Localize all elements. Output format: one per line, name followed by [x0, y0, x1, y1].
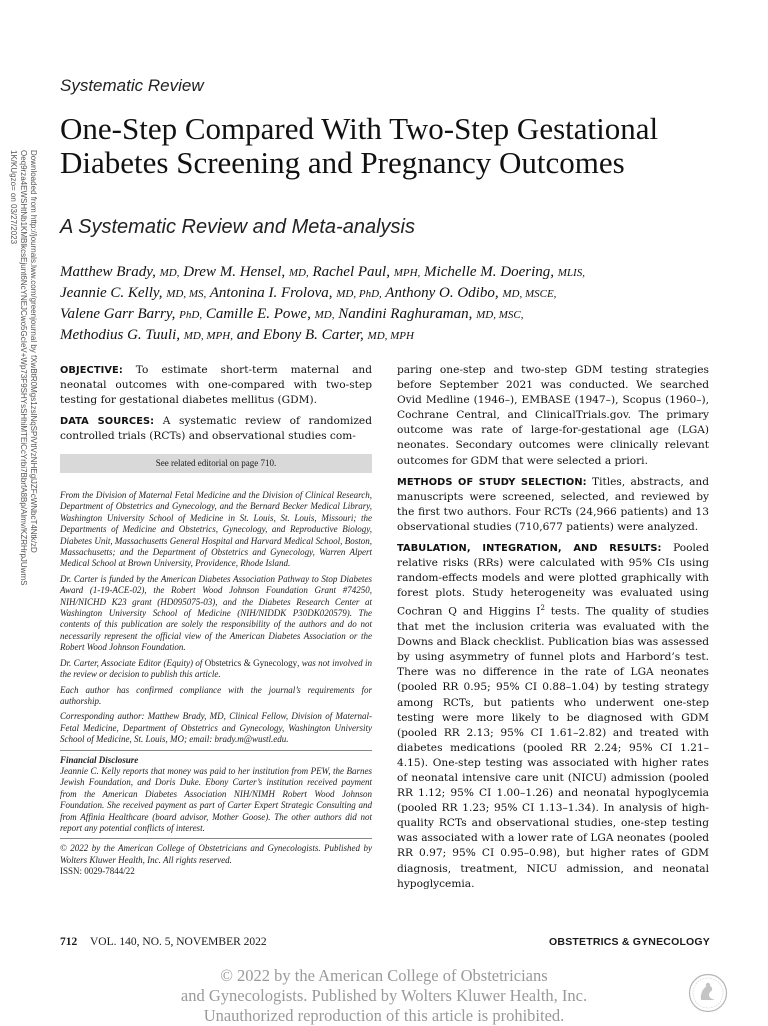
download-notice-line: Oeq9rza4EWSHtNb1KMBlkcsEjunt6NcYNEJCwo5GcIeV+Wp73F9SHYsSHhiMTEiCcYrbi7BbrfA8Bp/Almv/KZRHrpJUwmS	[19, 150, 28, 586]
download-notice-line: Downloaded from http://journals.lww.com/greenjournal by fXwBtR0Mgs1zslNqSPiVtlVzNHEglJZFcWNbcT4Ntk/zD	[29, 150, 38, 553]
abstract-objective: OBJECTIVE: To estimate short-term maternal and neonatal outcomes with one-compared with two-step testing for gestational diabetes mellitus (GDM).	[60, 364, 372, 407]
copyright-note: © 2022 by the American College of Obstetricians and Gynecologists. Published by Wolters Kluwer Health, Inc. All rights reserved.	[60, 843, 372, 865]
editor-note: Dr. Carter, Associate Editor (Equity) of Obstetrics & Gynecology, was not involved in the review or decision to publish this article.	[60, 657, 372, 680]
funding-note: Dr. Carter is funded by the American Diabetes Association Pathway to Stop Diabetes Award (1-19-ACE-02), the Robert Wood Johnson Foundation Grant #74250, NIH/NICHD K23 grant (HD095075-03), and the Diabetes Research Center at Washington University School of Medicine (NIH/NIDDK P30DK020579). The contents of this publication are solely the responsibility of the authors and do not necessarily represent the official view of the American Diabetes Association or the Robert Wood Johnson Foundation.	[60, 573, 372, 653]
author: Nandini Raghuraman, MD, MSC,	[338, 306, 524, 322]
issn: ISSN: 0029-7844/22	[60, 866, 135, 877]
copyright-watermark: © 2022 by the American College of Obstetricians and Gynecologists. Published by Wolters Kluwer Health, Inc. Unauthorized reproduction of this article is prohibited.	[180, 966, 588, 1025]
disclosure-heading: Financial Disclosure	[60, 754, 139, 765]
corresponding-author-note: Corresponding author: Matthew Brady, MD, Clinical Fellow, Division of Maternal-Fetal Medicine, Department of Obstetrics and Gynecology, Washington University School of Medicine, St. Louis, MO; email: brady.m@wustl.edu.	[60, 711, 372, 745]
download-notice-line: 1K/KUgzo= on 03/27/2023	[9, 150, 18, 245]
author: and Ebony B. Carter, MD, MPH	[236, 327, 414, 343]
author: Valene Garr Barry, PhD,	[60, 306, 203, 322]
author: Antonina I. Frolova, MD, PhD,	[209, 285, 382, 301]
article-title: One-Step Compared With Two-Step Gestational Diabetes Screening and Pregnancy Outcomes	[60, 111, 659, 180]
divider	[60, 750, 372, 751]
college-seal-icon	[688, 973, 728, 1013]
author: Anthony O. Odibo, MD, MSCE,	[385, 285, 557, 301]
abstract-right-column	[397, 363, 709, 898]
section-label: Systematic Review	[60, 76, 204, 95]
disclosure-text: Jeannie C. Kelly reports that money was paid to her institution from PEW, the Barnes Jewish Foundation, and Doris Duke. Ebony Carter’s institution received payment from the American Diabetes Association NIH/NIMH Robert Wood Johnson Foundation. She received payment as part of Carter Expert Strategic Consulting and from Affinia Healthcare (board advisor, Mother Goose). The other authors did not report any potential conflicts of interest.	[60, 765, 372, 833]
journal-name: OBSTETRICS & GYNECOLOGY	[549, 936, 710, 948]
abstract-left-column	[60, 363, 372, 450]
author: Methodius G. Tuuli, MD, MPH,	[60, 327, 233, 343]
abstract-methods: METHODS OF STUDY SELECTION: Titles, abstracts, and manuscripts were screened, selected, and reviewed by the first two authors. Four RCTs (24,966 patients) and 13 observational studies (710,677 patients) were analyzed.	[397, 475, 709, 533]
author: Drew M. Hensel, MD,	[183, 264, 309, 280]
author: Camille E. Powe, MD,	[205, 306, 335, 322]
abstract-data-sources-continued: paring one-step and two-step GDM testing strategies before September 2021 was conducted. We searched Ovid Medline (1946–), EMBASE (1947–), Scopus (1960–), Cochrane Central, and ClinicalTrials.gov. The primary outcome was rate of large-for-gestational age (LGA) neonates. Secondary outcomes were clinically relevant outcomes for GDM that were selected a priori.	[397, 364, 709, 467]
related-editorial-note: See related editorial on page 710.	[60, 454, 372, 473]
article-subtitle: A Systematic Review and Meta-analysis	[60, 216, 415, 238]
author: Jeannie C. Kelly, MD, MS,	[60, 285, 207, 301]
affiliation-note: From the Division of Maternal Fetal Medicine and the Division of Clinical Research, Department of Obstetrics and Gynecology, and the Bernard Becker Medical Library, Washington University School of Medicine in St. Louis, St. Louis, Missouri; the Departments of Medicine and Obstetrics, Gynecology, and Reproductive Biology, Diabetes Unit, Massachusetts General Hospital and Harvard Medical School, Boston, Massachusetts; and the Department of Obstetrics and Gynecology, Warren Alpert Medical School at Brown University, Providence, Rhode Island.	[60, 490, 372, 569]
author: Michelle M. Doering, MLIS,	[424, 264, 585, 280]
abstract-data-sources: DATA SOURCES: A systematic review of randomized controlled trials (RCTs) and observational studies com-	[60, 415, 372, 443]
author: Rachel Paul, MPH,	[312, 264, 421, 280]
download-notice	[9, 150, 44, 586]
page-number: 712	[60, 936, 78, 948]
article-footnotes	[60, 490, 372, 878]
author: Matthew Brady, MD,	[60, 264, 180, 280]
author-list	[60, 262, 710, 346]
divider	[60, 838, 372, 839]
abstract-results: TABULATION, INTEGRATION, AND RESULTS: Pooled relative risks (RRs) were calculated with 95% CIs using random-effects models and were plotted graphically with forest plots. Study heterogeneity was evaluated using Cochran Q and Higgins $I^2$ tests. The quality of studies that met the inclusion criteria was evaluated with the Downs and Black checklist. Publication bias was assessed by using asymmetry of funnel plots and Harbord’s test. There was no difference in the rate of LGA neonates (pooled RR 0.95; 95% CI 0.88–1.04) by testing strategy among RCTs, but patients who underwent one-step testing were more likely to be diagnosed with GDM (pooled RR 2.13; 95% CI 1.61–2.82) and treated with diabetes medications (pooled RR 2.24; 95% CI 1.21–4.15). One-step testing was associated with higher rates of neonatal intensive care unit (NICU) admission (pooled RR 1.12; 95% CI 1.00–1.26) and neonatal hypoglycemia (pooled RR 1.23; 95% CI 1.13–1.34). In analysis of high-quality RCTs and observational studies, one-step testing was associated with a lower rate of LGA neonates (pooled RR 0.97; 95% CI 0.95–0.98), but higher rates of GDM diagnosis, treatment, NICU admission, and neonatal hypoglycemia.	[397, 542, 709, 890]
compliance-note: Each author has confirmed compliance with the journal’s requirements for authorship.	[60, 684, 372, 706]
volume-info: VOL. 140, NO. 5, NOVEMBER 2022	[90, 936, 267, 948]
